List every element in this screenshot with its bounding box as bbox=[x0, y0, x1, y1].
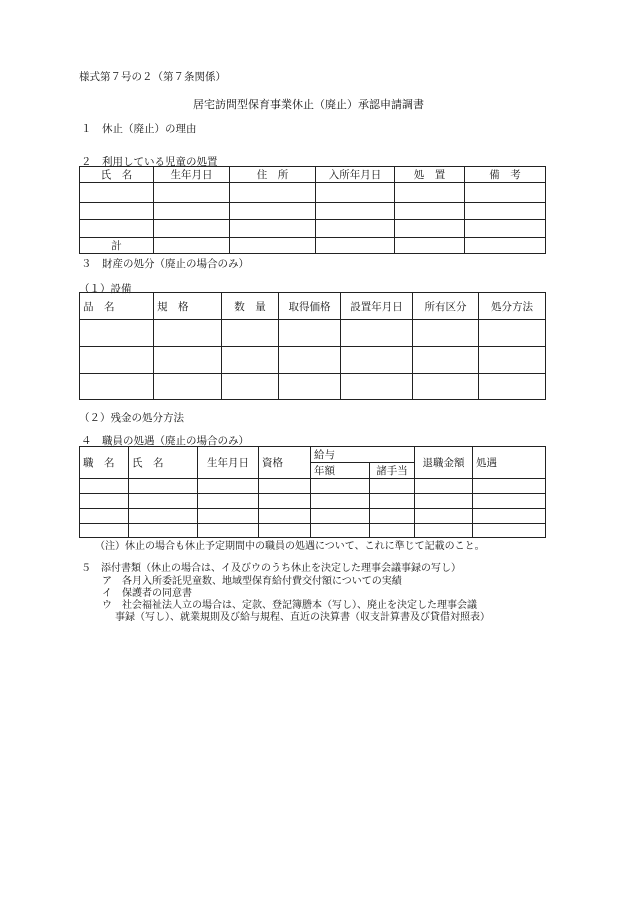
equipment-header-row bbox=[80, 293, 546, 320]
header-annual-salary: 年額 bbox=[311, 463, 370, 479]
attachment-item-c: ウ 社会福祉法人立の場合は、定款、登記簿謄本（写し）、廃止を決定した理事会議 bbox=[102, 600, 477, 611]
children-table bbox=[79, 166, 546, 254]
table-row bbox=[80, 347, 546, 374]
attachment-item-c-continued: 事録（写し）、就業規則及び給与規程、直近の決算書（収支計算書及び貸借対照表） bbox=[115, 612, 490, 623]
table-row bbox=[80, 320, 546, 347]
table-row bbox=[80, 374, 546, 400]
table-row bbox=[80, 479, 546, 494]
header-address: 住 所 bbox=[230, 167, 316, 183]
section2-label: ２ 利用している児童の処置 bbox=[81, 156, 218, 168]
table-row bbox=[80, 524, 546, 538]
header-disposition: 処 置 bbox=[395, 167, 465, 183]
section3-label: ３ 財産の処分（廃止の場合のみ） bbox=[81, 258, 249, 270]
table-row bbox=[80, 183, 546, 203]
table-row bbox=[80, 494, 546, 509]
section1-label: １ 休止（廃止）の理由 bbox=[81, 123, 197, 135]
header-item-name: 品 名 bbox=[80, 293, 154, 320]
document-title: 居宅訪問型保育事業休止（廃止）承認申請調書 bbox=[193, 98, 424, 111]
header-acquisition-price: 取得価格 bbox=[279, 293, 341, 320]
children-header-row bbox=[80, 167, 546, 183]
total-label: 計 bbox=[80, 238, 154, 254]
staff-header-row bbox=[80, 447, 546, 463]
header-qualification: 資格 bbox=[259, 447, 311, 479]
header-retirement-allowance: 退職金額 bbox=[415, 447, 473, 479]
table-row bbox=[80, 220, 546, 238]
header-ownership: 所有区分 bbox=[413, 293, 479, 320]
table-row bbox=[80, 203, 546, 220]
header-quantity: 数 量 bbox=[222, 293, 279, 320]
header-staff-birthdate: 生年月日 bbox=[198, 447, 259, 479]
header-allowances: 諸手当 bbox=[370, 463, 415, 479]
header-treatment: 処遇 bbox=[473, 447, 546, 479]
attachment-item-a: ア 各月入所委託児童数、地域型保育給付費交付額についての実績 bbox=[102, 576, 402, 587]
header-staff-name: 氏 名 bbox=[129, 447, 198, 479]
form-number: 様式第７号の２（第７条関係） bbox=[79, 71, 226, 83]
section4-label: ４ 職員の処遇（廃止の場合のみ） bbox=[81, 435, 249, 447]
total-row bbox=[80, 238, 546, 254]
header-name: 氏 名 bbox=[80, 167, 154, 183]
header-position: 職 名 bbox=[80, 447, 129, 479]
header-remarks: 備 考 bbox=[465, 167, 546, 183]
equipment-table bbox=[79, 292, 546, 400]
header-spec: 規 格 bbox=[154, 293, 222, 320]
header-birthdate: 生年月日 bbox=[154, 167, 230, 183]
section4-note: （注）休止の場合も休止予定期間中の職員の処遇について、これに準じて記載のこと。 bbox=[95, 541, 485, 552]
header-salary: 給与 bbox=[311, 447, 415, 463]
section3-sub2: （２）残金の処分方法 bbox=[79, 412, 184, 424]
header-disposal-method: 処分方法 bbox=[479, 293, 546, 320]
header-install-date: 設置年月日 bbox=[341, 293, 413, 320]
header-admission-date: 入所年月日 bbox=[316, 167, 395, 183]
staff-table bbox=[79, 446, 546, 538]
table-row bbox=[80, 509, 546, 524]
section5-label: ５ 添付書類（休止の場合は、イ及びウのうち休止を決定した理事会議事録の写し） bbox=[81, 563, 461, 574]
attachment-item-b: イ 保護者の同意書 bbox=[102, 588, 192, 599]
section3-sub1: （１）設備 bbox=[79, 283, 132, 295]
